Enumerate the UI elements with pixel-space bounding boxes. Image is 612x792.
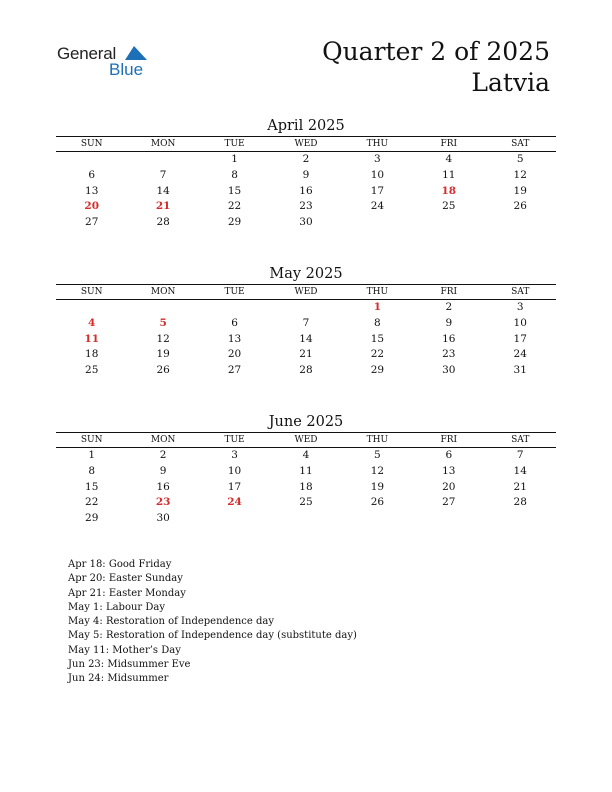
weekday-header: FRI	[440, 139, 458, 149]
weekday-header-row	[56, 137, 556, 151]
week-row	[56, 199, 556, 215]
day-cell: 1	[373, 301, 382, 313]
day-cell: 19	[156, 348, 170, 361]
day-cell: 13	[442, 464, 456, 477]
day-cell: 26	[370, 496, 385, 509]
weekday-header: WED	[294, 435, 318, 445]
day-cell: 8	[231, 168, 238, 181]
day-cell: 6	[88, 168, 96, 181]
weekday-header-row	[56, 285, 556, 299]
month-june	[56, 412, 556, 527]
day-cell	[56, 300, 127, 316]
day-cell: 5	[374, 449, 381, 461]
day-cell: 12	[370, 464, 385, 477]
day-cell: 8	[88, 464, 96, 477]
day-cell: 27	[442, 496, 456, 509]
day-cell: 17	[513, 332, 527, 345]
holiday-note: Apr 18: Good Friday	[68, 559, 172, 570]
week-row	[56, 215, 556, 231]
day-cell: 29	[85, 512, 99, 525]
week-row	[56, 347, 556, 363]
day-cell: 11	[442, 168, 456, 181]
day-cell: 28	[299, 364, 313, 377]
page-title	[322, 36, 550, 98]
day-cell	[485, 215, 556, 231]
day-cell: 4	[445, 153, 453, 165]
day-cell: 9	[159, 464, 167, 477]
generalblue-logo	[57, 44, 157, 82]
day-cell: 25	[299, 496, 313, 509]
week-row	[56, 316, 556, 332]
week-row	[56, 495, 556, 511]
day-cell: 23	[299, 200, 313, 213]
holiday-note: Jun 24: Midsummer	[68, 673, 169, 685]
day-cell: 21	[299, 348, 313, 361]
day-cell: 14	[299, 332, 313, 345]
weekday-header: TUE	[224, 287, 245, 297]
day-cell: 22	[85, 496, 99, 509]
weekday-header-row	[56, 433, 556, 447]
day-cell: 12	[156, 332, 170, 345]
day-cell: 18	[299, 480, 313, 493]
day-cell	[270, 300, 341, 316]
day-cell: 29	[227, 216, 242, 229]
day-cell: 22	[227, 200, 242, 213]
day-cell: 23	[442, 348, 456, 361]
day-cell: 3	[374, 153, 381, 165]
holiday-note: May 1: Labour Day	[68, 601, 165, 613]
weekday-header: TUE	[224, 435, 245, 445]
week-row	[56, 332, 556, 348]
day-cell: 22	[370, 348, 385, 361]
weekday-header: SUN	[80, 139, 103, 149]
week-row	[56, 448, 556, 464]
week-row	[56, 184, 556, 200]
weekday-header: MON	[150, 139, 176, 149]
day-cell	[413, 215, 484, 231]
day-cell: 16	[442, 332, 456, 345]
month-name: April 2025	[267, 118, 345, 134]
day-cell: 25	[442, 200, 456, 213]
day-cell: 5	[516, 153, 524, 165]
day-cell: 29	[370, 364, 385, 377]
day-cell: 31	[513, 364, 527, 377]
day-cell: 3	[516, 301, 524, 313]
weekday-header: TUE	[224, 139, 245, 149]
week-row	[56, 363, 556, 379]
day-cell: 11	[299, 464, 313, 477]
day-cell: 6	[445, 449, 453, 461]
day-cell: 23	[155, 496, 171, 509]
day-cell: 16	[156, 480, 170, 493]
day-cell	[199, 300, 270, 316]
weekday-header: WED	[294, 287, 318, 297]
month-april	[56, 116, 556, 231]
week-row	[56, 480, 556, 496]
day-cell: 18	[441, 184, 457, 197]
weekday-header: SAT	[511, 139, 530, 149]
title-country: Latvia	[471, 68, 550, 97]
day-cell: 7	[159, 168, 167, 181]
month-name: June 2025	[268, 414, 344, 430]
day-cell: 13	[227, 332, 242, 345]
day-cell: 15	[85, 480, 99, 493]
day-cell: 10	[370, 168, 385, 181]
day-cell: 5	[159, 316, 167, 329]
day-cell	[127, 152, 198, 168]
weekday-header: SAT	[511, 287, 530, 297]
day-cell	[56, 152, 127, 168]
day-cell: 24	[227, 496, 242, 509]
day-cell: 6	[231, 316, 238, 329]
day-cell: 27	[227, 364, 242, 377]
day-cell: 2	[445, 301, 453, 313]
holiday-note: Apr 20: Easter Sunday	[68, 573, 183, 585]
day-cell: 14	[513, 464, 527, 477]
weekday-header: SAT	[511, 435, 530, 445]
day-cell: 2	[302, 153, 310, 165]
week-row	[56, 300, 556, 316]
day-cell: 17	[370, 184, 385, 197]
weekday-header: MON	[150, 435, 176, 445]
weekday-header: FRI	[440, 287, 458, 297]
holiday-note: Jun 23: Midsummer Eve	[68, 659, 191, 671]
weekday-header: MON	[150, 287, 176, 297]
week-row	[56, 464, 556, 480]
weekday-header: THU	[366, 287, 389, 297]
day-cell: 18	[85, 348, 99, 361]
day-cell	[199, 511, 270, 527]
day-cell: 20	[84, 200, 100, 213]
logo-text-blue: Blue	[109, 60, 144, 79]
day-cell: 12	[513, 168, 527, 181]
day-cell: 21	[513, 480, 527, 493]
day-cell: 13	[85, 184, 99, 197]
day-cell: 1	[231, 153, 238, 165]
day-cell: 24	[370, 200, 385, 213]
holiday-note: May 4: Restoration of Independence day	[68, 616, 274, 628]
day-cell: 1	[88, 449, 96, 461]
day-cell	[342, 511, 413, 527]
day-cell: 26	[513, 200, 527, 213]
day-cell: 4	[88, 316, 96, 329]
day-cell: 9	[302, 168, 310, 181]
day-cell: 17	[227, 480, 242, 493]
weekday-header: THU	[366, 139, 389, 149]
day-cell	[127, 300, 198, 316]
day-cell: 9	[445, 316, 453, 329]
day-cell: 10	[227, 464, 242, 477]
week-row	[56, 168, 556, 184]
day-cell: 28	[156, 216, 170, 229]
day-cell: 28	[513, 496, 527, 509]
day-cell: 10	[513, 316, 527, 329]
day-cell: 21	[155, 200, 171, 213]
day-cell: 3	[231, 449, 238, 461]
logo-text-general: General	[57, 44, 117, 63]
day-cell: 11	[84, 332, 100, 345]
weekday-header: SUN	[80, 435, 103, 445]
holiday-note: Apr 21: Easter Monday	[68, 587, 186, 599]
day-cell: 19	[370, 480, 385, 493]
month-may	[56, 264, 556, 379]
logo-triangle-icon	[125, 46, 147, 60]
weekday-header: WED	[294, 139, 318, 149]
week-row	[56, 511, 556, 527]
day-cell	[413, 511, 484, 527]
day-cell: 19	[513, 184, 527, 197]
day-cell: 30	[299, 216, 313, 229]
day-cell: 30	[156, 512, 170, 525]
day-cell: 27	[85, 216, 99, 229]
month-name: May 2025	[269, 266, 343, 282]
day-cell: 20	[227, 348, 242, 361]
day-cell: 15	[227, 184, 242, 197]
title-quarter: Quarter 2 of 2025	[322, 37, 550, 66]
holiday-note: May 11: Mother’s Day	[68, 644, 181, 656]
weekday-header: THU	[366, 435, 389, 445]
day-cell: 2	[159, 449, 167, 461]
day-cell: 25	[85, 364, 99, 377]
day-cell: 7	[516, 449, 524, 461]
day-cell: 26	[156, 364, 170, 377]
week-row	[56, 152, 556, 168]
day-cell	[342, 215, 413, 231]
weekday-header: FRI	[440, 435, 458, 445]
day-cell: 16	[299, 184, 313, 197]
day-cell: 20	[442, 480, 456, 493]
day-cell: 24	[513, 348, 527, 361]
day-cell: 15	[370, 332, 385, 345]
day-cell	[485, 511, 556, 527]
day-cell: 8	[374, 316, 381, 329]
day-cell: 14	[156, 184, 170, 197]
day-cell: 30	[442, 364, 456, 377]
holiday-notes	[68, 558, 357, 687]
day-cell: 7	[302, 316, 310, 329]
day-cell: 4	[302, 449, 310, 461]
holiday-note: May 5: Restoration of Independence day (substitute day)	[68, 630, 357, 642]
weekday-header: SUN	[80, 287, 103, 297]
day-cell	[270, 511, 341, 527]
